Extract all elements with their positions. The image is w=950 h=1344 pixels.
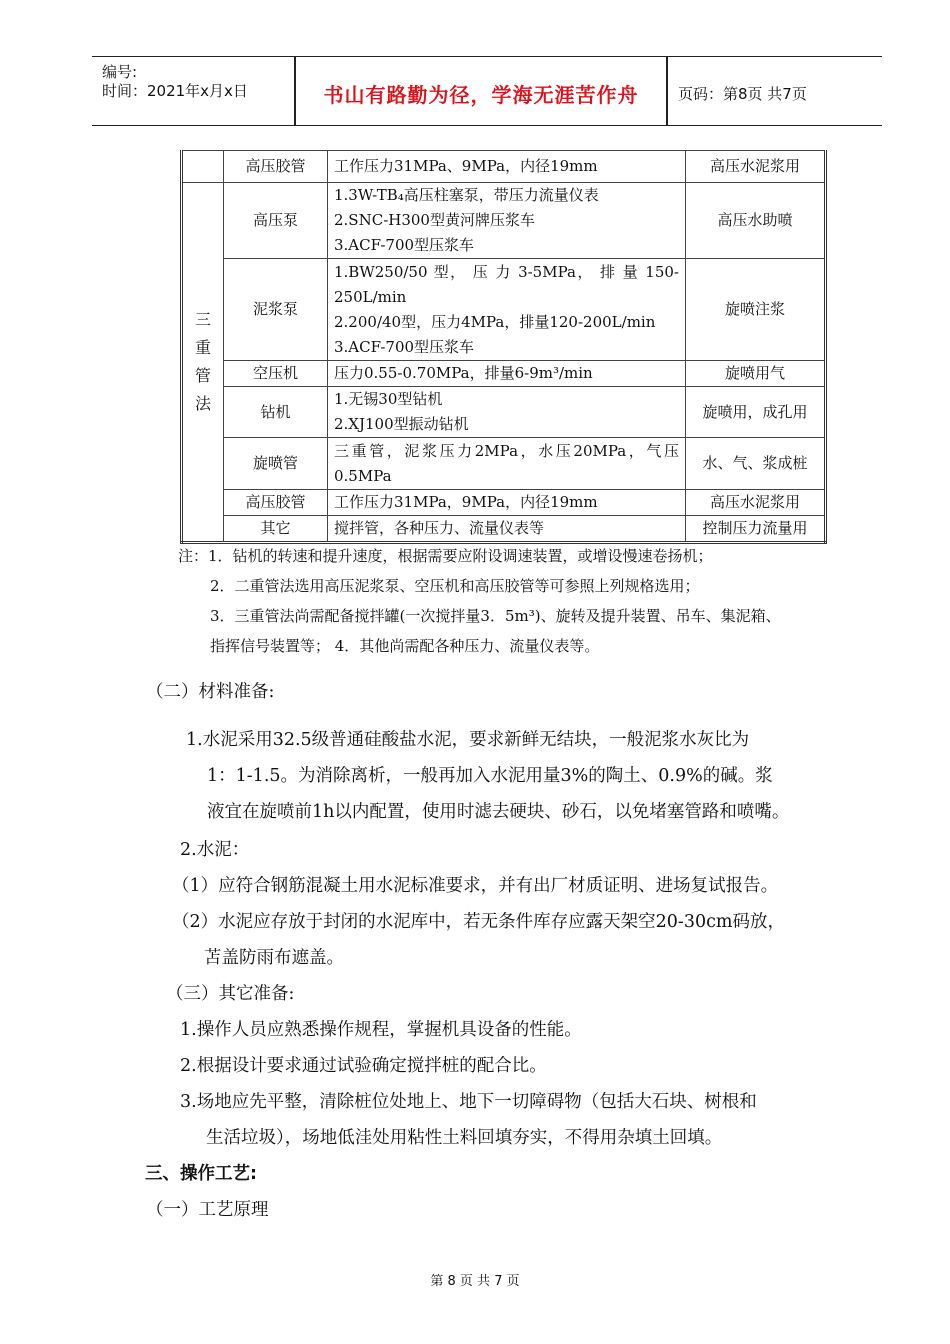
equipment-name: 钻机	[224, 387, 328, 438]
spec-line: 3.ACF-700型压浆车	[334, 337, 475, 356]
equipment-spec	[328, 438, 686, 490]
paragraph-line: 2.水泥：	[180, 840, 250, 860]
equipment-name: 高压泵	[224, 183, 328, 259]
table-row	[182, 361, 826, 387]
section-heading: 三、操作工艺:	[145, 1164, 257, 1184]
paragraph-line: 3.场地应先平整，清除桩位处地上、地下一切障碍物（包括大石块、树根和	[180, 1092, 757, 1112]
equipment-name: 高压胶管	[224, 151, 328, 183]
paragraph-line: 1.水泥采用32.5级普通硅酸盐水泥，要求新鲜无结块，一般泥浆水灰比为	[186, 730, 750, 750]
equipment-use: 高压水助喷	[686, 183, 826, 259]
paragraph-line: （1）应符合钢筋混凝土用水泥标准要求，并有出厂材质证明、进场复试报告。	[172, 876, 779, 896]
spec-line: 搅拌管，各种压力、流量仪表等	[334, 519, 545, 537]
equipment-spec	[328, 361, 686, 387]
equipment-use: 控制压力流量用	[686, 516, 826, 543]
table-row	[182, 516, 826, 543]
header-motto: 书山有路勤为径，学海无涯苦作舟	[323, 83, 639, 107]
table-row	[182, 438, 826, 490]
spec-line: 压力0.55-0.70MPa，排量6-9m³/min	[334, 364, 593, 382]
table-row	[182, 490, 826, 516]
page-header	[92, 56, 882, 126]
spec-line: 工作压力31MPa，9MPa，内径19mm	[334, 493, 598, 511]
table-note: 指挥信号装置等； 4．其他尚需配各种压力、流量仪表等。	[210, 637, 600, 655]
page-footer: 第 8 页 共 7 页	[430, 1274, 520, 1289]
equipment-use: 旋喷用气	[686, 361, 826, 387]
equipment-spec	[328, 183, 686, 259]
spec-line: 3.ACF-700型压浆车	[334, 236, 475, 254]
table-row	[182, 183, 826, 259]
paragraph-line: 2.根据设计要求通过试验确定搅拌桩的配合比。	[180, 1056, 547, 1076]
paragraph-line: （2）水泥应存放于封闭的水泥库中，若无条件库存应露天架空20-30cm码放，	[172, 912, 785, 932]
equipment-spec: 工作压力31MPa、9MPa，内径19mm	[328, 151, 686, 183]
header-page-number: 页码：第8页 共7页	[678, 85, 807, 103]
table-row	[182, 259, 826, 361]
header-meta	[102, 63, 248, 101]
table-row	[182, 151, 826, 183]
table-note: 3．三重管法尚需配备搅拌罐(一次搅拌量3．5m³)、旋转及提升装置、吊车、集泥箱、	[210, 607, 781, 625]
equipment-spec	[328, 490, 686, 516]
equipment-use: 水、气、浆成桩	[686, 438, 826, 490]
section-heading: （二）材料准备:	[146, 682, 275, 702]
spec-line: 2.200/40型，压力4MPa，排量120-200L/min	[334, 312, 656, 331]
spec-line: 2.XJ100型振动钻机	[334, 415, 469, 433]
spec-line: 1.3W-TB₄高压柱塞泵，带压力流量仪表	[334, 186, 599, 204]
time-label: 时间：2021年x月x日	[102, 82, 248, 100]
equipment-spec	[328, 259, 686, 361]
equipment-name: 高压胶管	[224, 490, 328, 516]
equipment-use: 高压水泥浆用	[686, 151, 826, 183]
paragraph-line: 液宜在旋喷前1h以内配置，使用时滤去硬块、砂石，以免堵塞管路和喷嘴。	[207, 802, 790, 822]
spec-line: 三重管，泥浆压力2MPa，水压20MPa，气压0.5MPa	[334, 441, 679, 485]
equipment-name: 旋喷管	[224, 438, 328, 490]
section-heading: （三）其它准备:	[166, 984, 295, 1004]
table-cell	[182, 151, 224, 183]
paragraph-line: 苫盖防雨布遮盖。	[204, 948, 344, 968]
table-note: 2．二重管法选用高压泥浆泵、空压机和高压胶管等可参照上列规格选用；	[210, 577, 700, 595]
equipment-use: 高压水泥浆用	[686, 490, 826, 516]
table-row	[182, 387, 826, 438]
equipment-use: 旋喷注浆	[686, 259, 826, 361]
spec-line: 2.SNC-H300型黄河牌压浆车	[334, 211, 535, 229]
header-divider	[666, 57, 668, 125]
equipment-table	[180, 150, 827, 544]
spec-line: 1.BW250/50 型， 压 力 3-5MPa， 排 量 150-250L/min	[334, 262, 679, 306]
paragraph-line: 1：1-1.5。为消除离析，一般再加入水泥用量3%的陶土、0.9%的碱。浆	[207, 766, 773, 786]
equipment-name: 空压机	[224, 361, 328, 387]
equipment-use: 旋喷用，成孔用	[686, 387, 826, 438]
paragraph-line: 生活垃圾），场地低洼处用粘性土料回填夯实，不得用杂填土回填。	[206, 1128, 723, 1148]
serial-label: 编号:	[102, 63, 138, 81]
paragraph-line: 1.操作人员应熟悉操作规程，掌握机具设备的性能。	[180, 1020, 582, 1040]
spec-line: 1.无锡30型钻机	[334, 390, 443, 408]
method-group-label: 三重管法	[194, 310, 211, 413]
equipment-name: 泥浆泵	[224, 259, 328, 361]
equipment-spec	[328, 516, 686, 543]
equipment-spec	[328, 387, 686, 438]
section-heading: （一）工艺原理	[146, 1200, 269, 1220]
table-note: 注：1．钻机的转速和提升速度，根据需要应附设调速装置，或增设慢速卷扬机；	[178, 547, 713, 565]
equipment-name: 其它	[224, 516, 328, 543]
method-group-cell	[182, 183, 224, 543]
